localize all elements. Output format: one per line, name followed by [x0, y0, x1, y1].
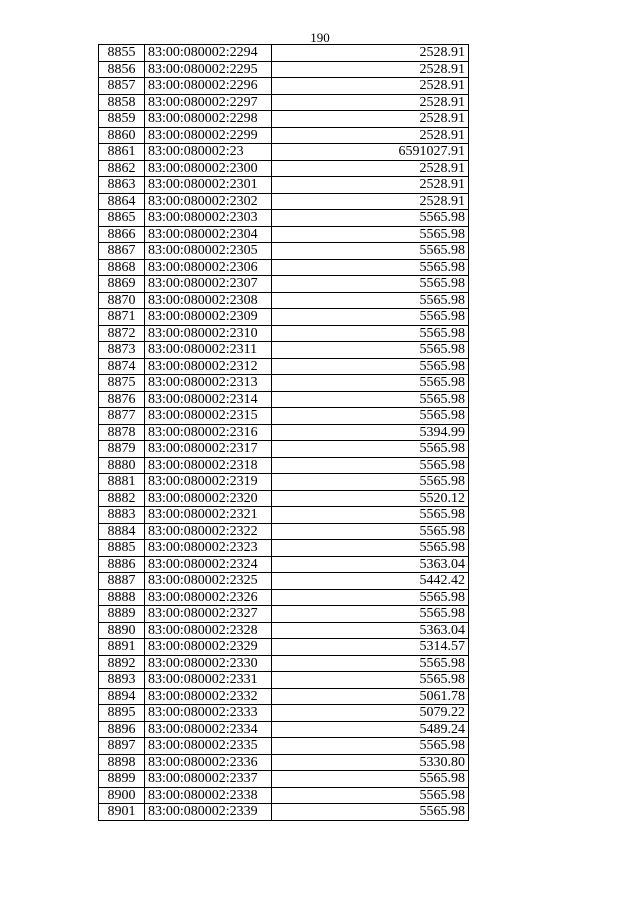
value-cell: 2528.91 — [272, 177, 469, 194]
cadastral-number-cell: 83:00:080002:2333 — [145, 705, 272, 722]
table-row — [99, 78, 469, 95]
value-cell: 5565.98 — [272, 589, 469, 606]
table-row — [99, 226, 469, 243]
cadastral-number-cell: 83:00:080002:2300 — [145, 160, 272, 177]
cadastral-number-cell: 83:00:080002:2303 — [145, 210, 272, 227]
row-number-cell: 8864 — [99, 193, 145, 210]
cadastral-number-cell: 83:00:080002:2306 — [145, 259, 272, 276]
cadastral-number-cell: 83:00:080002:2314 — [145, 391, 272, 408]
row-number-cell: 8882 — [99, 490, 145, 507]
value-cell: 5565.98 — [272, 276, 469, 293]
cadastral-number-cell: 83:00:080002:2299 — [145, 127, 272, 144]
value-cell: 5363.04 — [272, 622, 469, 639]
row-number-cell: 8878 — [99, 424, 145, 441]
table-row — [99, 705, 469, 722]
row-number-cell: 8868 — [99, 259, 145, 276]
row-number-cell: 8856 — [99, 61, 145, 78]
row-number-cell: 8873 — [99, 342, 145, 359]
row-number-cell: 8855 — [99, 45, 145, 62]
table-row — [99, 655, 469, 672]
cadastral-number-cell: 83:00:080002:2323 — [145, 540, 272, 557]
cadastral-number-cell: 83:00:080002:2334 — [145, 721, 272, 738]
row-number-cell: 8857 — [99, 78, 145, 95]
value-cell: 5565.98 — [272, 738, 469, 755]
cadastral-number-cell: 83:00:080002:2312 — [145, 358, 272, 375]
cadastral-number-cell: 83:00:080002:2338 — [145, 787, 272, 804]
cadastral-number-cell: 83:00:080002:2335 — [145, 738, 272, 755]
cadastral-number-cell: 83:00:080002:2328 — [145, 622, 272, 639]
value-cell: 5565.98 — [272, 375, 469, 392]
row-number-cell: 8896 — [99, 721, 145, 738]
cadastral-number-cell: 83:00:080002:2326 — [145, 589, 272, 606]
cadastral-number-cell: 83:00:080002:2310 — [145, 325, 272, 342]
table-row — [99, 606, 469, 623]
row-number-cell: 8865 — [99, 210, 145, 227]
cadastral-number-cell: 83:00:080002:2322 — [145, 523, 272, 540]
value-cell: 5565.98 — [272, 325, 469, 342]
table-row — [99, 276, 469, 293]
cadastral-number-cell: 83:00:080002:2297 — [145, 94, 272, 111]
table-row — [99, 540, 469, 557]
row-number-cell: 8880 — [99, 457, 145, 474]
table-row — [99, 243, 469, 260]
row-number-cell: 8866 — [99, 226, 145, 243]
cadastral-number-cell: 83:00:080002:2298 — [145, 111, 272, 128]
table-row — [99, 738, 469, 755]
value-cell: 2528.91 — [272, 45, 469, 62]
value-cell: 5061.78 — [272, 688, 469, 705]
table-row — [99, 127, 469, 144]
row-number-cell: 8879 — [99, 441, 145, 458]
table-row — [99, 342, 469, 359]
table-row — [99, 160, 469, 177]
value-cell: 5565.98 — [272, 309, 469, 326]
table-row — [99, 177, 469, 194]
table-row — [99, 375, 469, 392]
table-row — [99, 787, 469, 804]
row-number-cell: 8889 — [99, 606, 145, 623]
row-number-cell: 8890 — [99, 622, 145, 639]
value-cell: 5565.98 — [272, 441, 469, 458]
cadastral-number-cell: 83:00:080002:2339 — [145, 804, 272, 821]
cadastral-number-cell: 83:00:080002:2305 — [145, 243, 272, 260]
cadastral-number-cell: 83:00:080002:2309 — [145, 309, 272, 326]
table-row — [99, 672, 469, 689]
cadastral-number-cell: 83:00:080002:2302 — [145, 193, 272, 210]
row-number-cell: 8859 — [99, 111, 145, 128]
value-cell: 5565.98 — [272, 457, 469, 474]
row-number-cell: 8877 — [99, 408, 145, 425]
row-number-cell: 8874 — [99, 358, 145, 375]
value-cell: 5489.24 — [272, 721, 469, 738]
value-cell: 5565.98 — [272, 540, 469, 557]
table-row — [99, 309, 469, 326]
cadastral-number-cell: 83:00:080002:2317 — [145, 441, 272, 458]
value-cell: 5565.98 — [272, 474, 469, 491]
value-cell: 5565.98 — [272, 259, 469, 276]
cadastral-number-cell: 83:00:080002:2294 — [145, 45, 272, 62]
value-cell: 5565.98 — [272, 655, 469, 672]
value-cell: 5565.98 — [272, 358, 469, 375]
value-cell: 2528.91 — [272, 61, 469, 78]
value-cell: 5442.42 — [272, 573, 469, 590]
row-number-cell: 8870 — [99, 292, 145, 309]
cadastral-number-cell: 83:00:080002:23 — [145, 144, 272, 161]
cadastral-number-cell: 83:00:080002:2332 — [145, 688, 272, 705]
row-number-cell: 8898 — [99, 754, 145, 771]
table-row — [99, 804, 469, 821]
cadastral-number-cell: 83:00:080002:2296 — [145, 78, 272, 95]
row-number-cell: 8869 — [99, 276, 145, 293]
row-number-cell: 8867 — [99, 243, 145, 260]
table-row — [99, 45, 469, 62]
table-row — [99, 474, 469, 491]
row-number-cell: 8884 — [99, 523, 145, 540]
cadastral-number-cell: 83:00:080002:2315 — [145, 408, 272, 425]
table-row — [99, 573, 469, 590]
value-cell: 5330.80 — [272, 754, 469, 771]
value-cell: 5394.99 — [272, 424, 469, 441]
table-row — [99, 391, 469, 408]
row-number-cell: 8860 — [99, 127, 145, 144]
table-row — [99, 144, 469, 161]
table-row — [99, 325, 469, 342]
table-row — [99, 210, 469, 227]
value-cell: 5565.98 — [272, 507, 469, 524]
row-number-cell: 8901 — [99, 804, 145, 821]
table-row — [99, 490, 469, 507]
cadastral-number-cell: 83:00:080002:2308 — [145, 292, 272, 309]
table-row — [99, 193, 469, 210]
row-number-cell: 8892 — [99, 655, 145, 672]
cadastral-number-cell: 83:00:080002:2321 — [145, 507, 272, 524]
cadastral-number-cell: 83:00:080002:2313 — [145, 375, 272, 392]
cadastral-number-cell: 83:00:080002:2325 — [145, 573, 272, 590]
cadastral-number-cell: 83:00:080002:2319 — [145, 474, 272, 491]
cadastral-number-cell: 83:00:080002:2307 — [145, 276, 272, 293]
value-cell: 2528.91 — [272, 160, 469, 177]
row-number-cell: 8881 — [99, 474, 145, 491]
table-row — [99, 94, 469, 111]
value-cell: 5363.04 — [272, 556, 469, 573]
value-cell: 5565.98 — [272, 292, 469, 309]
row-number-cell: 8862 — [99, 160, 145, 177]
row-number-cell: 8893 — [99, 672, 145, 689]
table-row — [99, 556, 469, 573]
table-row — [99, 622, 469, 639]
row-number-cell: 8861 — [99, 144, 145, 161]
value-cell: 5565.98 — [272, 342, 469, 359]
row-number-cell: 8863 — [99, 177, 145, 194]
value-cell: 5565.98 — [272, 672, 469, 689]
value-cell: 5565.98 — [272, 787, 469, 804]
table-row — [99, 523, 469, 540]
cadastral-number-cell: 83:00:080002:2336 — [145, 754, 272, 771]
table-row — [99, 754, 469, 771]
value-cell: 5565.98 — [272, 804, 469, 821]
table-row — [99, 424, 469, 441]
row-number-cell: 8894 — [99, 688, 145, 705]
row-number-cell: 8871 — [99, 309, 145, 326]
cadastral-number-cell: 83:00:080002:2331 — [145, 672, 272, 689]
row-number-cell: 8899 — [99, 771, 145, 788]
page-number: 190 — [310, 30, 330, 45]
table-row — [99, 688, 469, 705]
cadastral-number-cell: 83:00:080002:2318 — [145, 457, 272, 474]
value-cell: 5565.98 — [272, 210, 469, 227]
table-row — [99, 457, 469, 474]
value-cell: 5565.98 — [272, 391, 469, 408]
row-number-cell: 8897 — [99, 738, 145, 755]
cadastral-number-cell: 83:00:080002:2311 — [145, 342, 272, 359]
row-number-cell: 8872 — [99, 325, 145, 342]
cadastral-number-cell: 83:00:080002:2327 — [145, 606, 272, 623]
value-cell: 5079.22 — [272, 705, 469, 722]
value-cell: 5565.98 — [272, 226, 469, 243]
row-number-cell: 8891 — [99, 639, 145, 656]
row-number-cell: 8875 — [99, 375, 145, 392]
table-row — [99, 507, 469, 524]
row-number-cell: 8885 — [99, 540, 145, 557]
cadastral-number-cell: 83:00:080002:2320 — [145, 490, 272, 507]
table-row — [99, 259, 469, 276]
value-cell: 2528.91 — [272, 127, 469, 144]
row-number-cell: 8888 — [99, 589, 145, 606]
cadastral-number-cell: 83:00:080002:2301 — [145, 177, 272, 194]
table-row — [99, 61, 469, 78]
row-number-cell: 8886 — [99, 556, 145, 573]
cadastral-number-cell: 83:00:080002:2304 — [145, 226, 272, 243]
table-body — [99, 45, 469, 821]
cadastral-number-cell: 83:00:080002:2330 — [145, 655, 272, 672]
value-cell: 5565.98 — [272, 771, 469, 788]
value-cell: 5565.98 — [272, 243, 469, 260]
cadastral-value-table — [98, 44, 469, 821]
cadastral-number-cell: 83:00:080002:2324 — [145, 556, 272, 573]
value-cell: 2528.91 — [272, 94, 469, 111]
value-cell: 2528.91 — [272, 111, 469, 128]
table-row — [99, 639, 469, 656]
value-cell: 2528.91 — [272, 193, 469, 210]
row-number-cell: 8895 — [99, 705, 145, 722]
row-number-cell: 8883 — [99, 507, 145, 524]
table-row — [99, 589, 469, 606]
cadastral-number-cell: 83:00:080002:2337 — [145, 771, 272, 788]
table-row — [99, 292, 469, 309]
table-row — [99, 111, 469, 128]
table-row — [99, 721, 469, 738]
cadastral-number-cell: 83:00:080002:2316 — [145, 424, 272, 441]
cadastral-number-cell: 83:00:080002:2295 — [145, 61, 272, 78]
table-row — [99, 441, 469, 458]
row-number-cell: 8900 — [99, 787, 145, 804]
row-number-cell: 8876 — [99, 391, 145, 408]
value-cell: 5565.98 — [272, 606, 469, 623]
table-row — [99, 358, 469, 375]
value-cell: 2528.91 — [272, 78, 469, 95]
row-number-cell: 8858 — [99, 94, 145, 111]
table-row — [99, 771, 469, 788]
value-cell: 5565.98 — [272, 523, 469, 540]
row-number-cell: 8887 — [99, 573, 145, 590]
table-row — [99, 408, 469, 425]
cadastral-number-cell: 83:00:080002:2329 — [145, 639, 272, 656]
value-cell: 6591027.91 — [272, 144, 469, 161]
value-cell: 5314.57 — [272, 639, 469, 656]
value-cell: 5520.12 — [272, 490, 469, 507]
value-cell: 5565.98 — [272, 408, 469, 425]
